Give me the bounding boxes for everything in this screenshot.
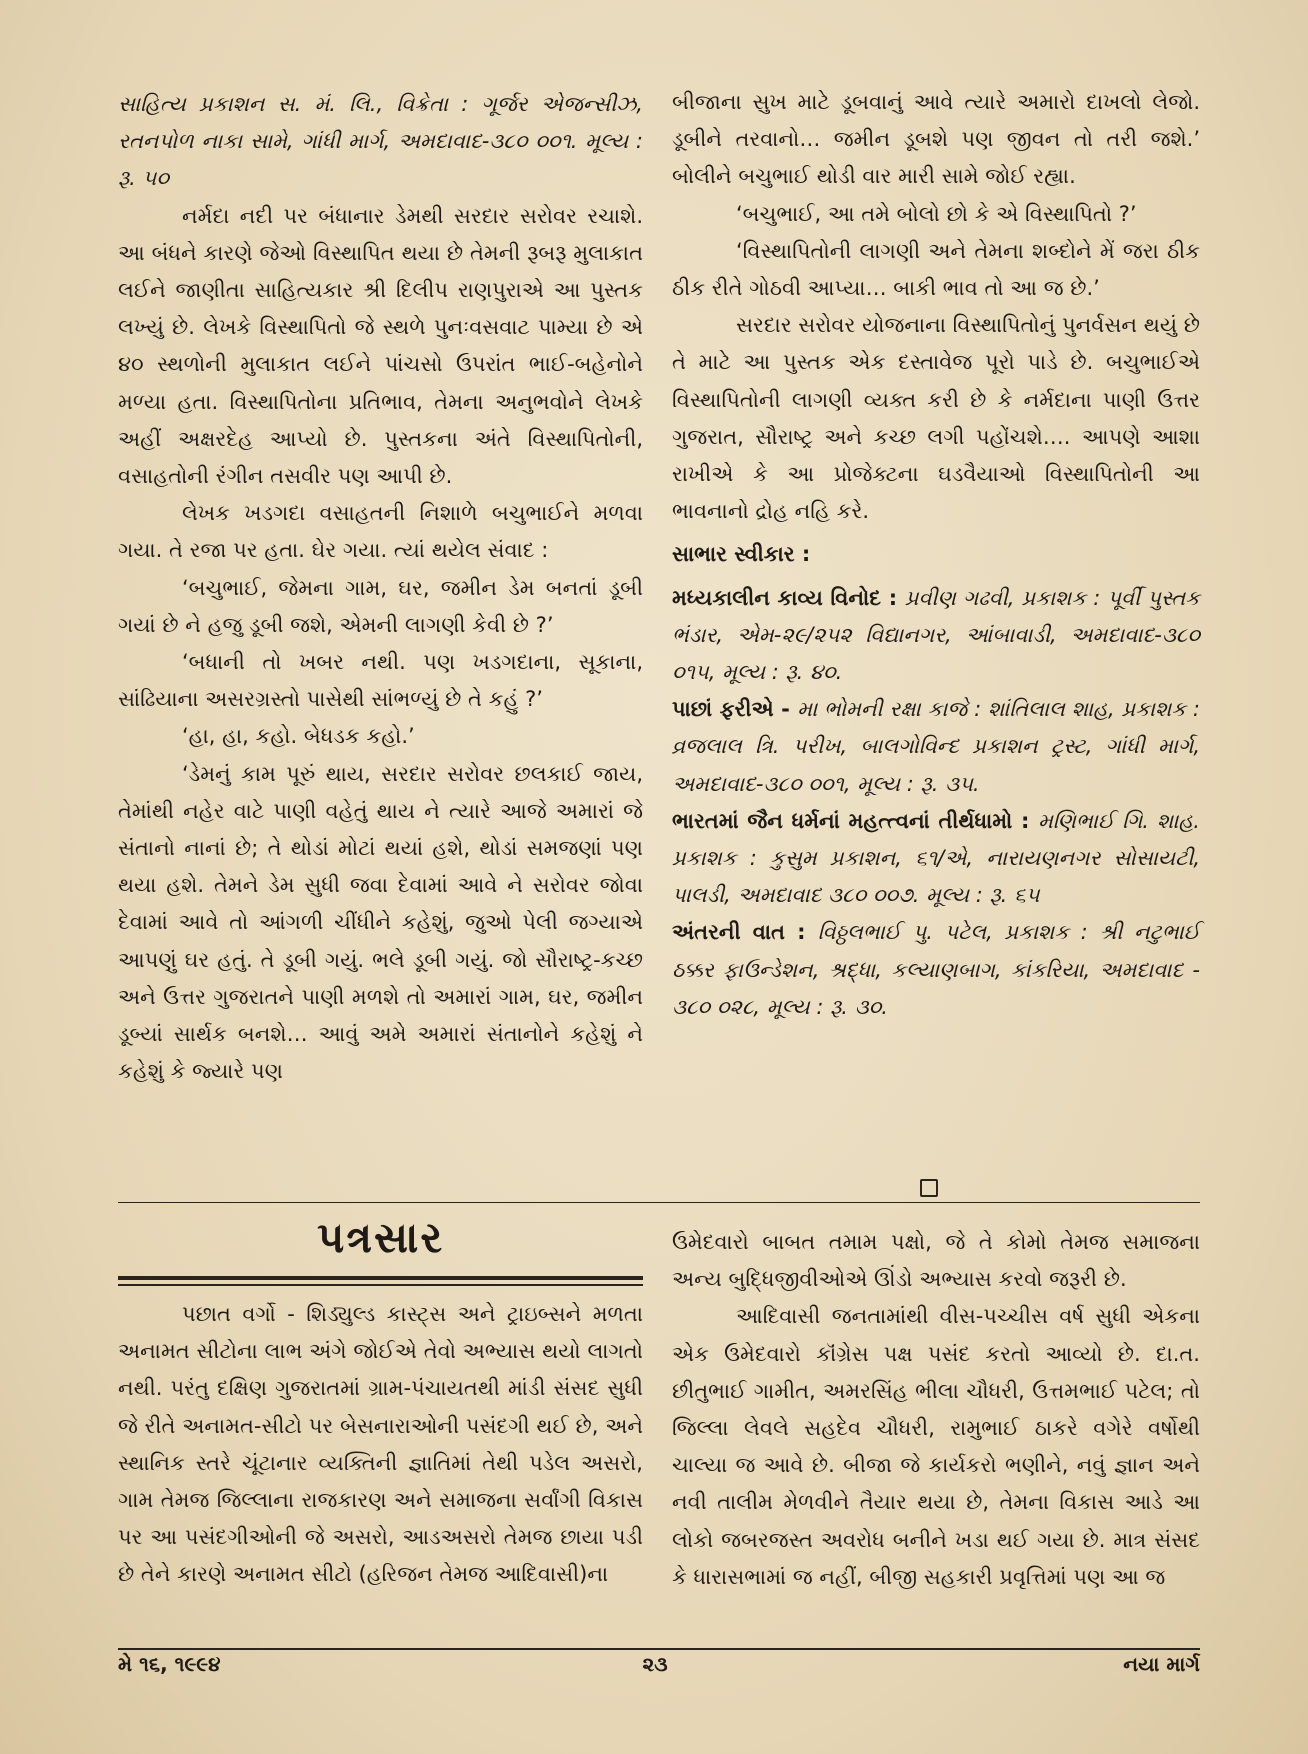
dialogue-paragraph: ‘હા, હા, કહો. બેધડક કહો.’ (182, 724, 415, 749)
entry-details: વિઠ્ઠલભાઈ પુ. પટેલ, પ્રકાશક : શ્રી નટુભાઈ ઠક્કર ફાઉન્ડેશન, શ્રદ્ધા, કલ્યાણબાગ, કાંકરિયા, અમદાવાદ - ૩૮૦ ૦૨૮, મૂલ્ય : રૂ. ૩૦. (672, 920, 1200, 1019)
dialogue-paragraph: ‘ડેમનું કામ પૂરું થાય, સરદાર સરોવર છલકાઈ જાય, તેમાંથી નહેર વાટે પાણી વહેતું થાય ને ત્યારે આજે અમારાં જે સંતાનો નાનાં છે; તે થોડાં મોટાં થયાં હશે, થોડાં સમજણાં પણ થયા હશે. તેમને ડેમ સુધી જવા દેવામાં આવે ને સરોવર જોવા દેવામાં આવે તો આંગળી ચીંધીને કહેશું, જુઓ પેલી જગ્યાએ આપણું ઘર હતું. તે ડૂબી ગયું. ભલે ડૂબી ગયું. જો સૌરાષ્ટ્ર-કચ્છ અને ઉત્તર ગુજરાતને પાણી મળશે તો અમારાં ગામ, ઘર, જમીન ડૂબ્યાં સાર્થક બનશે… આવું અમે અમારાં સંતાનોને કહેશું ને કહેશું કે જ્યારે પણ (118, 761, 643, 1084)
publication-name: નયા માર્ગ (1123, 1652, 1200, 1676)
review-paragraph: લેખક ખડગદા વસાહતની નિશાળે બચુભાઈને મળવા ગયા. તે રજા પર હતા. ઘેર ગયા. ત્યાં થયેલ સંવાદ : (118, 501, 643, 563)
issue-date: મે ૧૬, ૧૯૯૪ (118, 1652, 221, 1676)
entry-title: ભારતમાં જૈન ધર્મનાં મહત્ત્વનાં તીર્થધામો : (672, 808, 1039, 833)
dialogue-paragraph: બીજાના સુખ માટે ડૂબવાનું આવે ત્યારે અમારો દાખલો લેજો. ડૂબીને તરવાનો… જમીન ડૂબશે પણ જીવન તો તરી જશે.’ બોલીને બચુભાઈ થોડી વાર મારી સામે જોઈ રહ્યા. (672, 90, 1200, 189)
section-divider (118, 1202, 1200, 1203)
title-underline (118, 1276, 643, 1280)
acknowledgement-entry (672, 691, 1200, 803)
entry-details: મણિભાઈ ગિ. શાહ. પ્રકાશક : કુસુમ પ્રકાશન, ૬૧/એ, નારાયણનગર સોસાયટી, પાલડી, અમદાવાદ ૩૮૦ ૦૦૭. મૂલ્ય : રૂ. ૬૫ (672, 808, 1200, 908)
title-underline (118, 1284, 643, 1286)
acknowledgement-entry (672, 580, 1200, 692)
letter-paragraph: ઉમેદવારો બાબત તમામ પક્ષો, જે તે કોમો તેમજ સમાજના અન્ય બુદ્ધિજીવીઓએ ઊંડો અભ્યાસ કરવો જરૂરી છે. (672, 1230, 1200, 1292)
letter-paragraph: પછાત વર્ગો - શિડ્યુલ્ડ કાસ્ટ્સ અને ટ્રાઇબ્સને મળતા અનામત સીટોના લાભ અંગે જોઈએ તેવો અભ્યાસ થયો લાગતો નથી. પરંતુ દક્ષિણ ગુજરાતમાં ગ્રામ-પંચાયતથી માંડી સંસદ સુધી જે રીતે અનામત-સીટો પર બેસનારાઓની પસંદગી થઈ છે, અને સ્થાનિક સ્તરે ચૂંટાનાર વ્યક્તિની જ્ઞાતિમાં તેથી પડેલ અસરો, ગામ તેમજ જિલ્લાના રાજકારણ અને સમાજના સર્વાંગી વિકાસ પર આ પસંદગીઓની જે અસરો, આડઅસરો તેમજ છાયા પડી છે તેને કારણે અનામત સીટો (હરિજન તેમજ આદિવાસી)ના (118, 1302, 643, 1587)
dialogue-paragraph: ‘વિસ્થાપિતોની લાગણી અને તેમના શબ્દોને મેં જરા ઠીક ઠીક રીતે ગોઠવી આપ્યા… બાકી ભાવ તો આ જ છે.’ (672, 238, 1200, 301)
entry-title: અંતરની વાત : (672, 920, 818, 945)
footer-rule (118, 1648, 1200, 1650)
dialogue-paragraph: ‘બચુભાઈ, જેમના ગામ, ઘર, જમીન ડેમ બનતાં ડૂબી ગયાં છે ને હજુ ડૂબી જશે, એમની લાગણી કેવી છે ?’ (118, 575, 643, 637)
left-top-column (118, 86, 643, 1090)
acknowledgement-entry (672, 914, 1200, 1026)
book-details: સાહિત્ય પ્રકાશન સ. મં. લિ., વિક્રેતા : ગૂર્જર એજન્સીઝ, રતનપોળ નાકા સામે, ગાંધી માર્ગ, અમદાવાદ-૩૮૦ ૦૦૧. મૂલ્ય : રૂ. ૫૦ (118, 92, 643, 191)
letter-paragraph: આદિવાસી જનતામાંથી વીસ-પચ્ચીસ વર્ષ સુધી એકના એક ઉમેદવારો કૉંગ્રેસ પક્ષ પસંદ કરતો આવ્યો છે. દા.ત. છીતુભાઈ ગામીત, અમરસિંહ ભીલા ચૌધરી, ઉત્તમભાઈ પટેલ; તો જિલ્લા લેવલે સહદેવ ચૌધરી, રામુભાઈ ઠાકરે વગેરે વર્ષોથી ચાલ્યા જ આવે છે. બીજા જે કાર્યકરો ભણીને, નવું જ્ઞાન અને નવી તાલીમ મેળવીને તૈયાર થયા છે, તેમના વિકાસ આડે આ લોકો જબરજસ્ત અવરોધ બનીને ખડા થઈ ગયા છે. માત્ર સંસદ કે ધારાસભામાં જ નહીં, બીજી સહકારી પ્રવૃત્તિમાં પણ આ જ (672, 1304, 1200, 1589)
left-bottom-column (118, 1296, 643, 1594)
dialogue-paragraph: ‘બચુભાઈ, આ તમે બોલો છો કે એ વિસ્થાપિતો ?’ (736, 201, 1137, 226)
acknowledgement-heading: સાભાર સ્વીકાર : (672, 542, 811, 567)
right-top-column (672, 84, 1200, 1026)
entry-title: પાછાં ફરીએ - (672, 697, 798, 722)
acknowledgement-entry (672, 803, 1200, 915)
review-paragraph: સરદાર સરોવર યોજનાના વિસ્થાપિતોનું પુનર્વસન થયું છે તે માટે આ પુસ્તક એક દસ્તાવેજ પૂરો પાડે છે. બચુભાઈએ વિસ્થાપિતોની લાગણી વ્યક્ત કરી છે કે નર્મદાના પાણી ઉત્તર ગુજરાત, સૌરાષ્ટ્ર અને કચ્છ લગી પહોંચશે…. આપણે આશા રાખીએ કે આ પ્રોજેક્ટના ઘડવૈયાઓ વિસ્થાપિતોની આ ભાવનાનો દ્રોહ નહિ કરે. (672, 313, 1200, 524)
entry-details: પ્રવીણ ગઢવી, પ્રકાશક : પૂર્વી પુસ્તક ભંડાર, એમ-૨૯/૨૫૨ વિદ્યાનગર, આંબાવાડી, અમદાવાદ-૩૮૦ ૦૧૫, મૂલ્ય : રૂ. ૪૦. (672, 585, 1200, 685)
entry-title: મધ્યકાલીન કાવ્ય વિનોદ : (672, 585, 905, 610)
entry-details: મા ભોમની રક્ષા કાજે : શાંતિલાલ શાહ, પ્રકાશક : વ્રજલાલ ત્રિ. પરીખ, બાલગોવિન્દ પ્રકાશન ટ્રસ્ટ, ગાંધી માર્ગ, અમદાવાદ-૩૮૦ ૦૦૧, મૂલ્ય : રૂ. ૩૫. (672, 697, 1200, 796)
dialogue-paragraph: ‘બધાની તો ખબર નથી. પણ ખડગદાના, સૂકાના, સાંઢિયાના અસરગ્રસ્તો પાસેથી સાંભળ્યું છે તે કહું ?’ (118, 650, 643, 712)
end-of-article-icon (920, 1179, 938, 1197)
section-title: પત્રસાર (316, 1213, 445, 1262)
page-number: ૨૩ (642, 1652, 668, 1676)
right-bottom-column (672, 1224, 1200, 1596)
review-paragraph: નર્મદા નદી પર બંધાનાર ડેમથી સરદાર સરોવર રચાશે. આ બંધને કારણે જેઓ વિસ્થાપિત થયા છે તેમની રૂબરૂ મુલાકાત લઈને જાણીતા સાહિત્યકાર શ્રી દિલીપ રાણપુરાએ આ પુસ્તક લખ્યું છે. લેખકે વિસ્થાપિતો જે સ્થળે પુનઃવસવાટ પામ્યા છે એ ૪૦ સ્થળોની મુલાકાત લઈને પાંચસો ઉપરાંત ભાઈ-બહેનોને મળ્યા હતા. વિસ્થાપિતોના પ્રતિભાવ, તેમના અનુભવોને લેખકે અહીં અક્ષરદેહ આપ્યો છે. પુસ્તકના અંતે વિસ્થાપિતોની, વસાહતોની રંગીન તસવીર પણ આપી છે. (118, 203, 643, 489)
